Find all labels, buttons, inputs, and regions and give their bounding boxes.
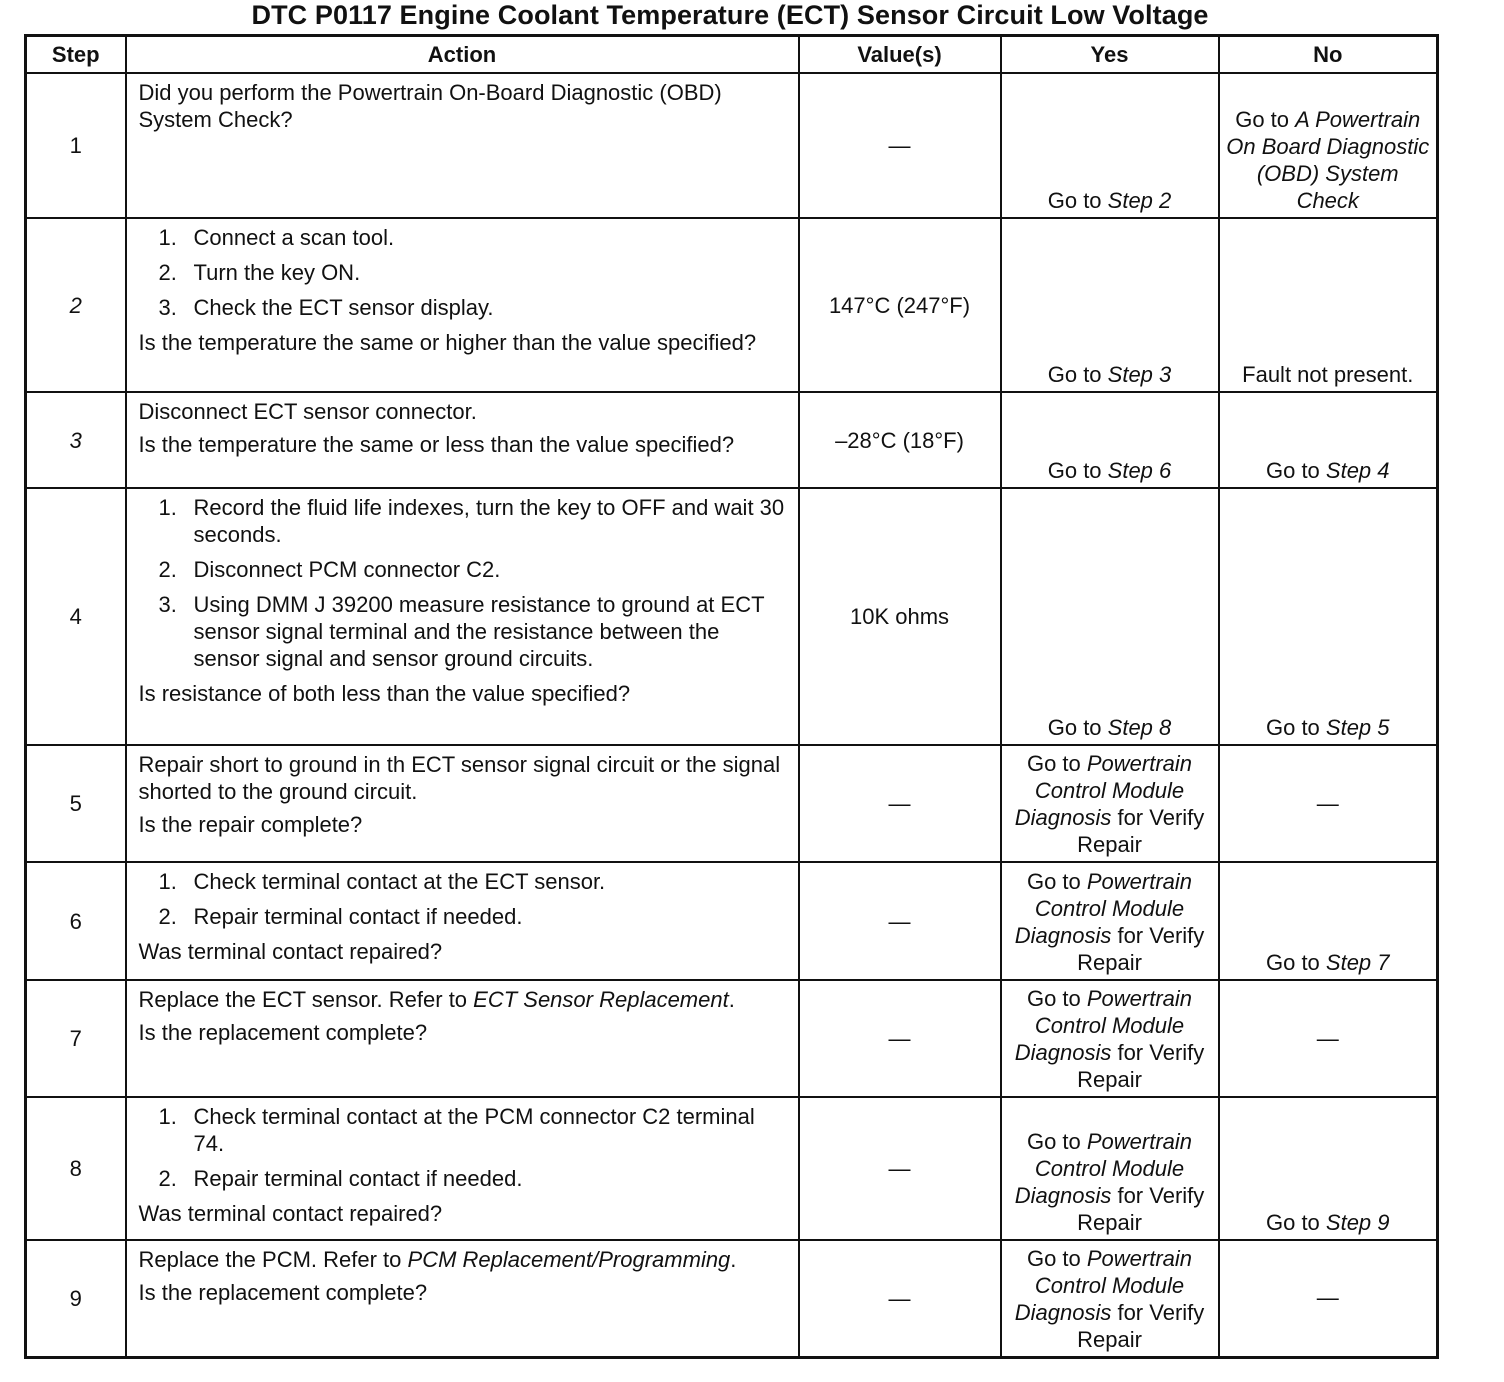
step-number: 1 [26,73,126,218]
yes-cell-prefix: Go to [1047,715,1108,740]
action-text: Disconnect ECT sensor connector. [138,399,477,424]
action-ref-suffix: . [728,987,735,1012]
no-cell-reference-link[interactable]: Step 5 [1325,715,1390,740]
step-number: 3 [26,392,126,488]
table-row [26,488,1438,745]
no-cell [1219,488,1438,745]
list-item [139,591,790,672]
yes-cell-prefix: Go to [1026,1245,1087,1271]
list-item-number: 1. [158,869,177,894]
no-cell-prefix: Go to [1265,458,1326,483]
action-reference-link[interactable]: ECT Sensor Replacement [473,987,729,1012]
yes-cell-reference-link[interactable]: Step 2 [1107,188,1172,213]
list-item [139,294,790,321]
action-ref-prefix: Replace the ECT sensor. Refer to [138,987,474,1012]
action-cell [126,488,799,745]
yes-cell-prefix: Go to [1026,986,1087,1011]
list-item-number: 1. [158,1104,177,1129]
yes-cell [1001,745,1219,862]
list-item-number: 2. [158,904,177,929]
yes-cell-reference-link[interactable]: Step 6 [1107,458,1172,483]
procedure-list [139,224,790,321]
list-item-number: 1. [158,495,177,520]
list-item-number: 1. [158,225,177,250]
question-text: Is the temperature the same or higher than the value specified? [138,330,757,355]
no-cell-prefix: Fault not present. [1242,362,1414,387]
header-no: No [1219,36,1438,74]
yes-cell-prefix: Go to [1047,458,1108,483]
no-cell [1219,745,1438,862]
no-cell [1219,1097,1438,1240]
action-cell [126,1097,799,1240]
list-item-text: Disconnect PCM connector C2. [193,557,501,582]
list-item-text: Check terminal contact at the ECT sensor. [193,869,606,894]
list-item [139,1165,790,1192]
list-item-text: Connect a scan tool. [193,225,395,250]
yes-cell-reference-link[interactable]: Powertrain Control Module Diagnosis [1014,751,1193,830]
list-item [139,1103,790,1157]
yes-cell-reference-link[interactable]: Powertrain Control Module Diagnosis [1014,1129,1193,1208]
list-item-number: 3. [158,295,177,320]
yes-cell-suffix: for Verify Repair [1077,923,1205,975]
list-item-number: 2. [158,260,177,285]
no-cell-prefix: Go to [1265,950,1326,975]
no-cell [1219,218,1438,392]
value-cell: — [799,862,1001,980]
step-number: 5 [26,745,126,862]
yes-cell-reference-link[interactable]: Powertrain Control Module Diagnosis [1014,869,1193,948]
page-title: DTC P0117 Engine Coolant Temperature (ECT) Sensor Circuit Low Voltage [251,0,1209,30]
list-item [139,868,790,895]
yes-cell-reference-link[interactable]: Powertrain Control Module Diagnosis [1014,986,1193,1065]
no-cell-prefix: — [1316,790,1339,816]
value-cell: — [799,980,1001,1097]
action-cell [126,862,799,980]
table-row [26,745,1438,862]
action-text [139,1246,790,1273]
yes-cell-prefix: Go to [1026,751,1087,776]
action-cell [126,392,799,488]
list-item-text: Check the ECT sensor display. [193,295,494,320]
table-row [26,73,1438,218]
value-cell: –28°C (18°F) [799,392,1001,488]
list-item-text: Record the fluid life indexes, turn the key to OFF and wait 30 seconds. [193,495,785,547]
step-number: 9 [26,1240,126,1357]
no-cell [1219,73,1438,218]
procedure-list [139,868,790,930]
no-cell [1219,1240,1438,1357]
action-cell [126,745,799,862]
step-number: 8 [26,1097,126,1240]
table-row [26,1240,1438,1357]
yes-cell [1001,1240,1219,1357]
no-cell-prefix: — [1316,1285,1339,1311]
list-item-text: Using DMM J 39200 measure resistance to ground at ECT sensor signal terminal and the resistance between the sensor signal and sensor ground circuits. [193,592,765,671]
no-cell [1219,862,1438,980]
no-cell-reference-link[interactable]: Step 7 [1325,950,1390,975]
action-reference-link[interactable]: PCM Replacement/Programming [407,1247,731,1272]
yes-cell-prefix: Go to [1047,188,1108,213]
yes-cell [1001,1097,1219,1240]
list-item-text: Turn the key ON. [193,260,361,285]
no-cell-reference-link[interactable]: A Powertrain On Board Diagnostic (OBD) System Check [1226,107,1430,213]
no-cell-prefix: Go to [1265,715,1326,740]
list-item [139,494,790,548]
header-row [26,36,1438,74]
yes-cell-suffix: for Verify Repair [1077,1040,1205,1092]
table-row [26,218,1438,392]
question-text: Is the repair complete? [138,812,363,837]
list-item [139,556,790,583]
question-text: Is resistance of both less than the value specified? [138,681,631,706]
yes-cell-suffix: for Verify Repair [1077,1183,1205,1235]
yes-cell-prefix: Go to [1047,362,1108,387]
action-cell [126,218,799,392]
action-cell [126,1240,799,1357]
value-cell: — [799,745,1001,862]
yes-cell [1001,488,1219,745]
question-text: Is the replacement complete? [138,1020,428,1045]
yes-cell-reference-link[interactable]: Step 3 [1107,362,1172,387]
value-cell: 10K ohms [799,488,1001,745]
list-item-number: 3. [158,592,177,617]
no-cell-prefix: Go to [1265,1210,1326,1235]
no-cell-prefix: Go to [1235,107,1296,132]
list-item [139,259,790,286]
action-ref-suffix: . [730,1247,737,1272]
action-ref-prefix: Replace the PCM. Refer to [138,1247,408,1272]
procedure-list [139,1103,790,1192]
yes-cell-suffix: for Verify Repair [1077,805,1205,857]
list-item [139,224,790,251]
value-cell: — [799,73,1001,218]
action-cell [126,980,799,1097]
header-step: Step [26,36,126,74]
action-text [139,986,790,1013]
table-row [26,862,1438,980]
yes-cell [1001,73,1219,218]
header-values: Value(s) [799,36,1001,74]
yes-cell [1001,218,1219,392]
list-item-number: 2. [158,1166,177,1191]
yes-cell [1001,392,1219,488]
no-cell-reference-link[interactable]: Step 4 [1325,458,1390,483]
action-text: Repair short to ground in th ECT sensor signal circuit or the signal shorted to the ground circuit. [138,752,781,804]
yes-cell [1001,862,1219,980]
question-text: Was terminal contact repaired? [138,1201,443,1226]
header-yes: Yes [1001,36,1219,74]
action-cell [126,73,799,218]
list-item-text: Check terminal contact at the PCM connector C2 terminal 74. [193,1104,755,1156]
yes-cell-prefix: Go to [1026,1129,1087,1154]
yes-cell-reference-link[interactable]: Powertrain Control Module Diagnosis [1014,1245,1193,1325]
list-item-text: Repair terminal contact if needed. [193,1166,523,1191]
step-number: 7 [26,980,126,1097]
list-item-number: 2. [158,557,177,582]
no-cell-prefix: — [1316,1025,1339,1051]
header-action: Action [126,36,799,74]
list-item-text: Repair terminal contact if needed. [193,904,523,929]
question-text: Is the replacement complete? [138,1280,428,1305]
table-row [26,980,1438,1097]
yes-cell-prefix: Go to [1026,869,1087,894]
yes-cell-suffix: for Verify Repair [1077,1299,1205,1352]
table-row [26,1097,1438,1240]
action-text: Did you perform the Powertrain On-Board Diagnostic (OBD) System Check? [138,80,722,132]
no-cell [1219,392,1438,488]
yes-cell [1001,980,1219,1097]
list-item [139,903,790,930]
question-text: Is the temperature the same or less than the value specified? [138,432,735,457]
value-cell: 147°C (247°F) [799,218,1001,392]
question-text: Was terminal contact repaired? [138,939,443,964]
procedure-list [139,494,790,672]
step-number: 6 [26,862,126,980]
table-row [26,392,1438,488]
value-cell: — [799,1240,1001,1357]
value-cell: — [799,1097,1001,1240]
step-number: 2 [26,218,126,392]
diagnostic-table [24,34,1439,1359]
yes-cell-reference-link[interactable]: Step 8 [1107,715,1172,740]
no-cell [1219,980,1438,1097]
no-cell-reference-link[interactable]: Step 9 [1325,1210,1390,1235]
step-number: 4 [26,488,126,745]
